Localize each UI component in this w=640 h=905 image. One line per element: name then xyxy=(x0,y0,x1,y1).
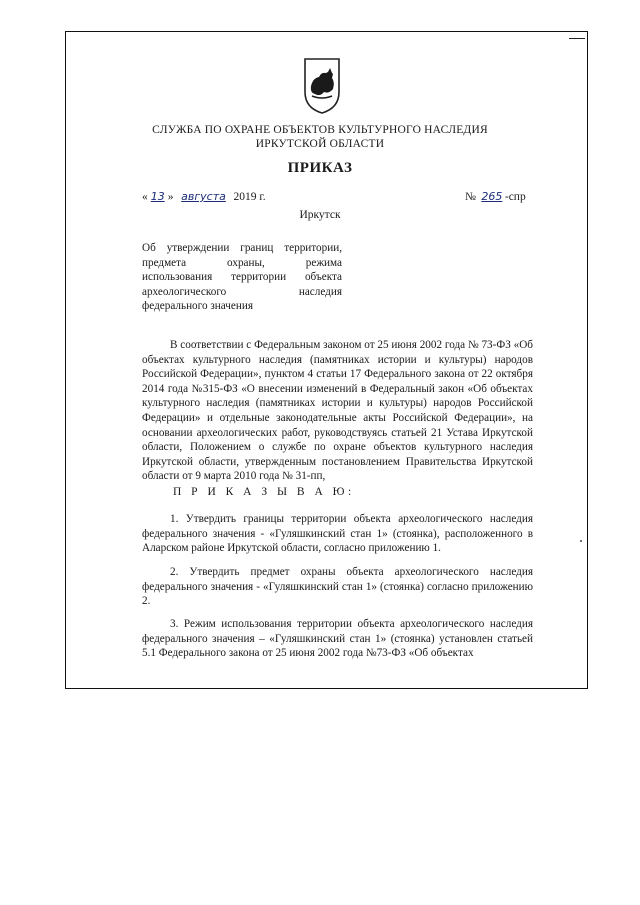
org-name-line-2: ИРКУТСКОЙ ОБЛАСТИ xyxy=(255,138,385,150)
number-handwritten: 265 xyxy=(481,190,503,203)
preamble-paragraph: В соответствии с Федеральным законом от 25 июня 2002 года № 73-ФЗ «Об объектах культурного наследия (памятниках истории и культуры) народов Российской Федерации», пунктом 4 статьи 17 Федерального закона от 22 октября 2014 года №315-ФЗ «О внесении изменений в Федеральный закон «Об объектах культурного наследия (памятниках истории и культуры) народов Российской Федерации» и отдельные законодательные акты Российской Федерации», на основании археологических работ, руководствуясь статьей 21 Устава Иркутской области, Положением о службе по охране объектов культурного наследия Иркутской области, утвержденным постановлением Правительства Иркутской области от 9 марта 2010 года № 31-пп, xyxy=(142,339,533,483)
document-type-title: ПРИКАЗ xyxy=(287,160,353,176)
order-item-3: 3. Режим использования территории объекта археологического наследия федерального значения – «Гуляшкинский стан 1» (стоянка) установлен статьей 5.1 Федерального закона от 25 июня 2002 года №73-ФЗ «Об объектах xyxy=(142,618,533,660)
date-month-handwritten: августа xyxy=(181,190,226,203)
order-number xyxy=(465,190,526,203)
corner-mark xyxy=(569,38,585,39)
subject-line: использования территории объекта xyxy=(142,271,342,284)
coat-of-arms-emblem xyxy=(302,56,342,116)
order-date xyxy=(142,190,266,203)
scan-speck xyxy=(580,540,582,542)
order-subject xyxy=(142,241,342,314)
city-name: Иркутск xyxy=(299,209,341,221)
date-close-quote: » xyxy=(167,191,174,203)
subject-line: археологического наследия xyxy=(142,285,342,298)
order-item-2: 2. Утвердить предмет охраны объекта археологического наследия федерального значения - «Гуляшкинский стан 1» (стоянка) согласно приложению 2. xyxy=(142,566,533,608)
organization-name xyxy=(100,123,540,151)
number-suffix: -спр xyxy=(504,191,526,203)
order-item-1: 1. Утвердить границы территории объекта археологического наследия федерального значения - «Гуляшкинский стан 1» (стоянка), расположенного в Аларском районе Иркутской области, согласно приложению 1. xyxy=(142,513,533,555)
org-name-line-1: СЛУЖБА ПО ОХРАНЕ ОБЪЕКТОВ КУЛЬТУРНОГО НАСЛЕДИЯ xyxy=(152,124,488,136)
subject-line: предмета охраны, режима xyxy=(142,256,342,269)
date-open-quote: « xyxy=(142,191,148,203)
number-prefix: № xyxy=(465,191,476,203)
date-day-handwritten: 13 xyxy=(150,190,165,203)
date-year: 2019 г. xyxy=(233,191,266,203)
subject-line: Об утверждении границ территории, xyxy=(142,242,342,254)
order-heading: П Р И К А З Ы В А Ю: xyxy=(173,486,355,498)
subject-line: федерального значения xyxy=(142,300,253,313)
